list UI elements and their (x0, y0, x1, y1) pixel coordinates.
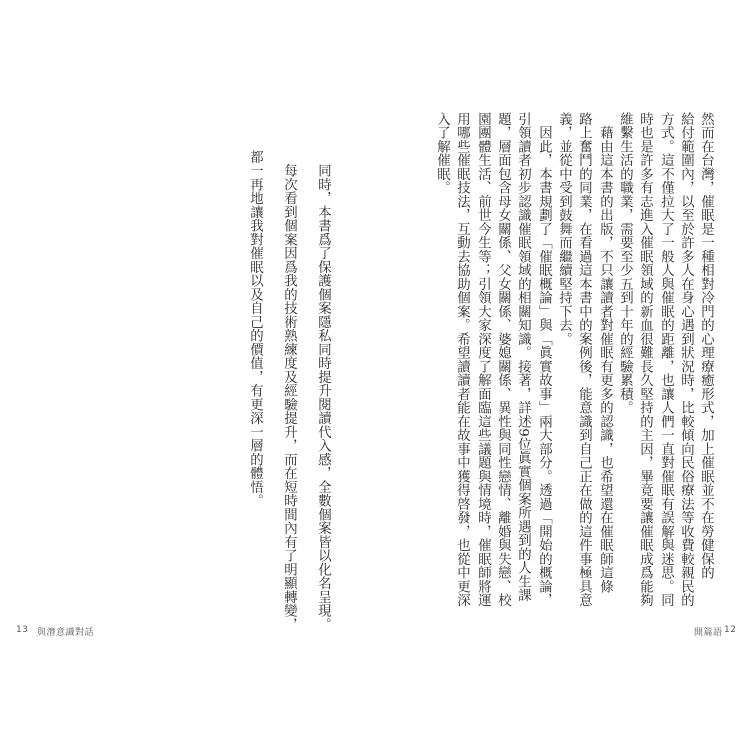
right-page-line-4: 時也是許多有志進入催眠領域的新血很難長久堅持的主因，畢竟要讓催眠成爲能夠 (637, 112, 653, 607)
right-page-line-9: 因此，本書規劃了「催眠概論」與「眞實故事」兩大部分。透過「開始的概論， (536, 112, 552, 607)
right-page-line-2: 給付範圍內，以至於許多人在身心遇到狀況時，比較傾向民俗療法等收費較親民的 (678, 112, 694, 607)
right-page-line-3: 方式。這不僅拉大了一般人與催眠的距離，也讓人們一直對催眠有誤解與迷思。同 (658, 112, 674, 607)
left-page-line-2: 每次看到個案因爲我的技術熟練度及經驗提升，而在短時間內有了明顯轉變， (281, 150, 297, 632)
right-page-line-1: 然而在台灣，催眠是一種相對冷門的心理療癒形式，加上催眠並不在勞健保的 (698, 112, 714, 580)
right-page-folio-label: 開篇語 (694, 628, 723, 638)
right-page-line-11: 題，層面包含母女關係、父女關係、婆媳關係、異性與同性戀情、離婚與失戀、校 (495, 112, 511, 607)
left-page-line-1: 同時，本書爲了保護個案隱私同時提升閱讀代入感，全數個案皆以化名呈現。 (315, 150, 331, 632)
right-page-line-6: 藉由這本書的出版，不只讓讀者對催眠有更多的認識，也希望還在催眠師這條 (597, 112, 613, 594)
right-page-line-7: 路上奮鬥的同業，在看過這本書中的案例後，能意識到自己正在做的這件事極具意 (576, 112, 592, 607)
left-page-folio-label: 與潛意識對話 (37, 628, 95, 638)
right-page-line-13: 用哪些催眠技法，互動去協助個案。希望讀讀者能在故事中獲得啓發，也從中更深 (454, 112, 470, 607)
right-page-line-8: 義，並從中受到鼓舞而繼續堅持下去。 (556, 112, 572, 346)
right-page-number: 12 (724, 625, 737, 635)
left-page-line-3: 都一再地讓我對催眠以及自己的價值，有更深一層的體悟。 (247, 150, 263, 508)
right-page-line-10: 引領讀者初步認識催眠領域的相關知識。接著，詳述9位眞實個案所遇到的人生課 (515, 112, 531, 603)
right-page-line-12: 園團體生活、前世今生等；引領大家深度了解面臨這些議題與情境時，催眠師將運 (475, 112, 491, 607)
left-page-number: 13 (16, 625, 29, 635)
right-page-line-5: 維繫生活的職業，需要至少五到十年的經驗累積。 (617, 112, 633, 415)
right-page-line-14: 入了解催眠。 (434, 112, 450, 195)
